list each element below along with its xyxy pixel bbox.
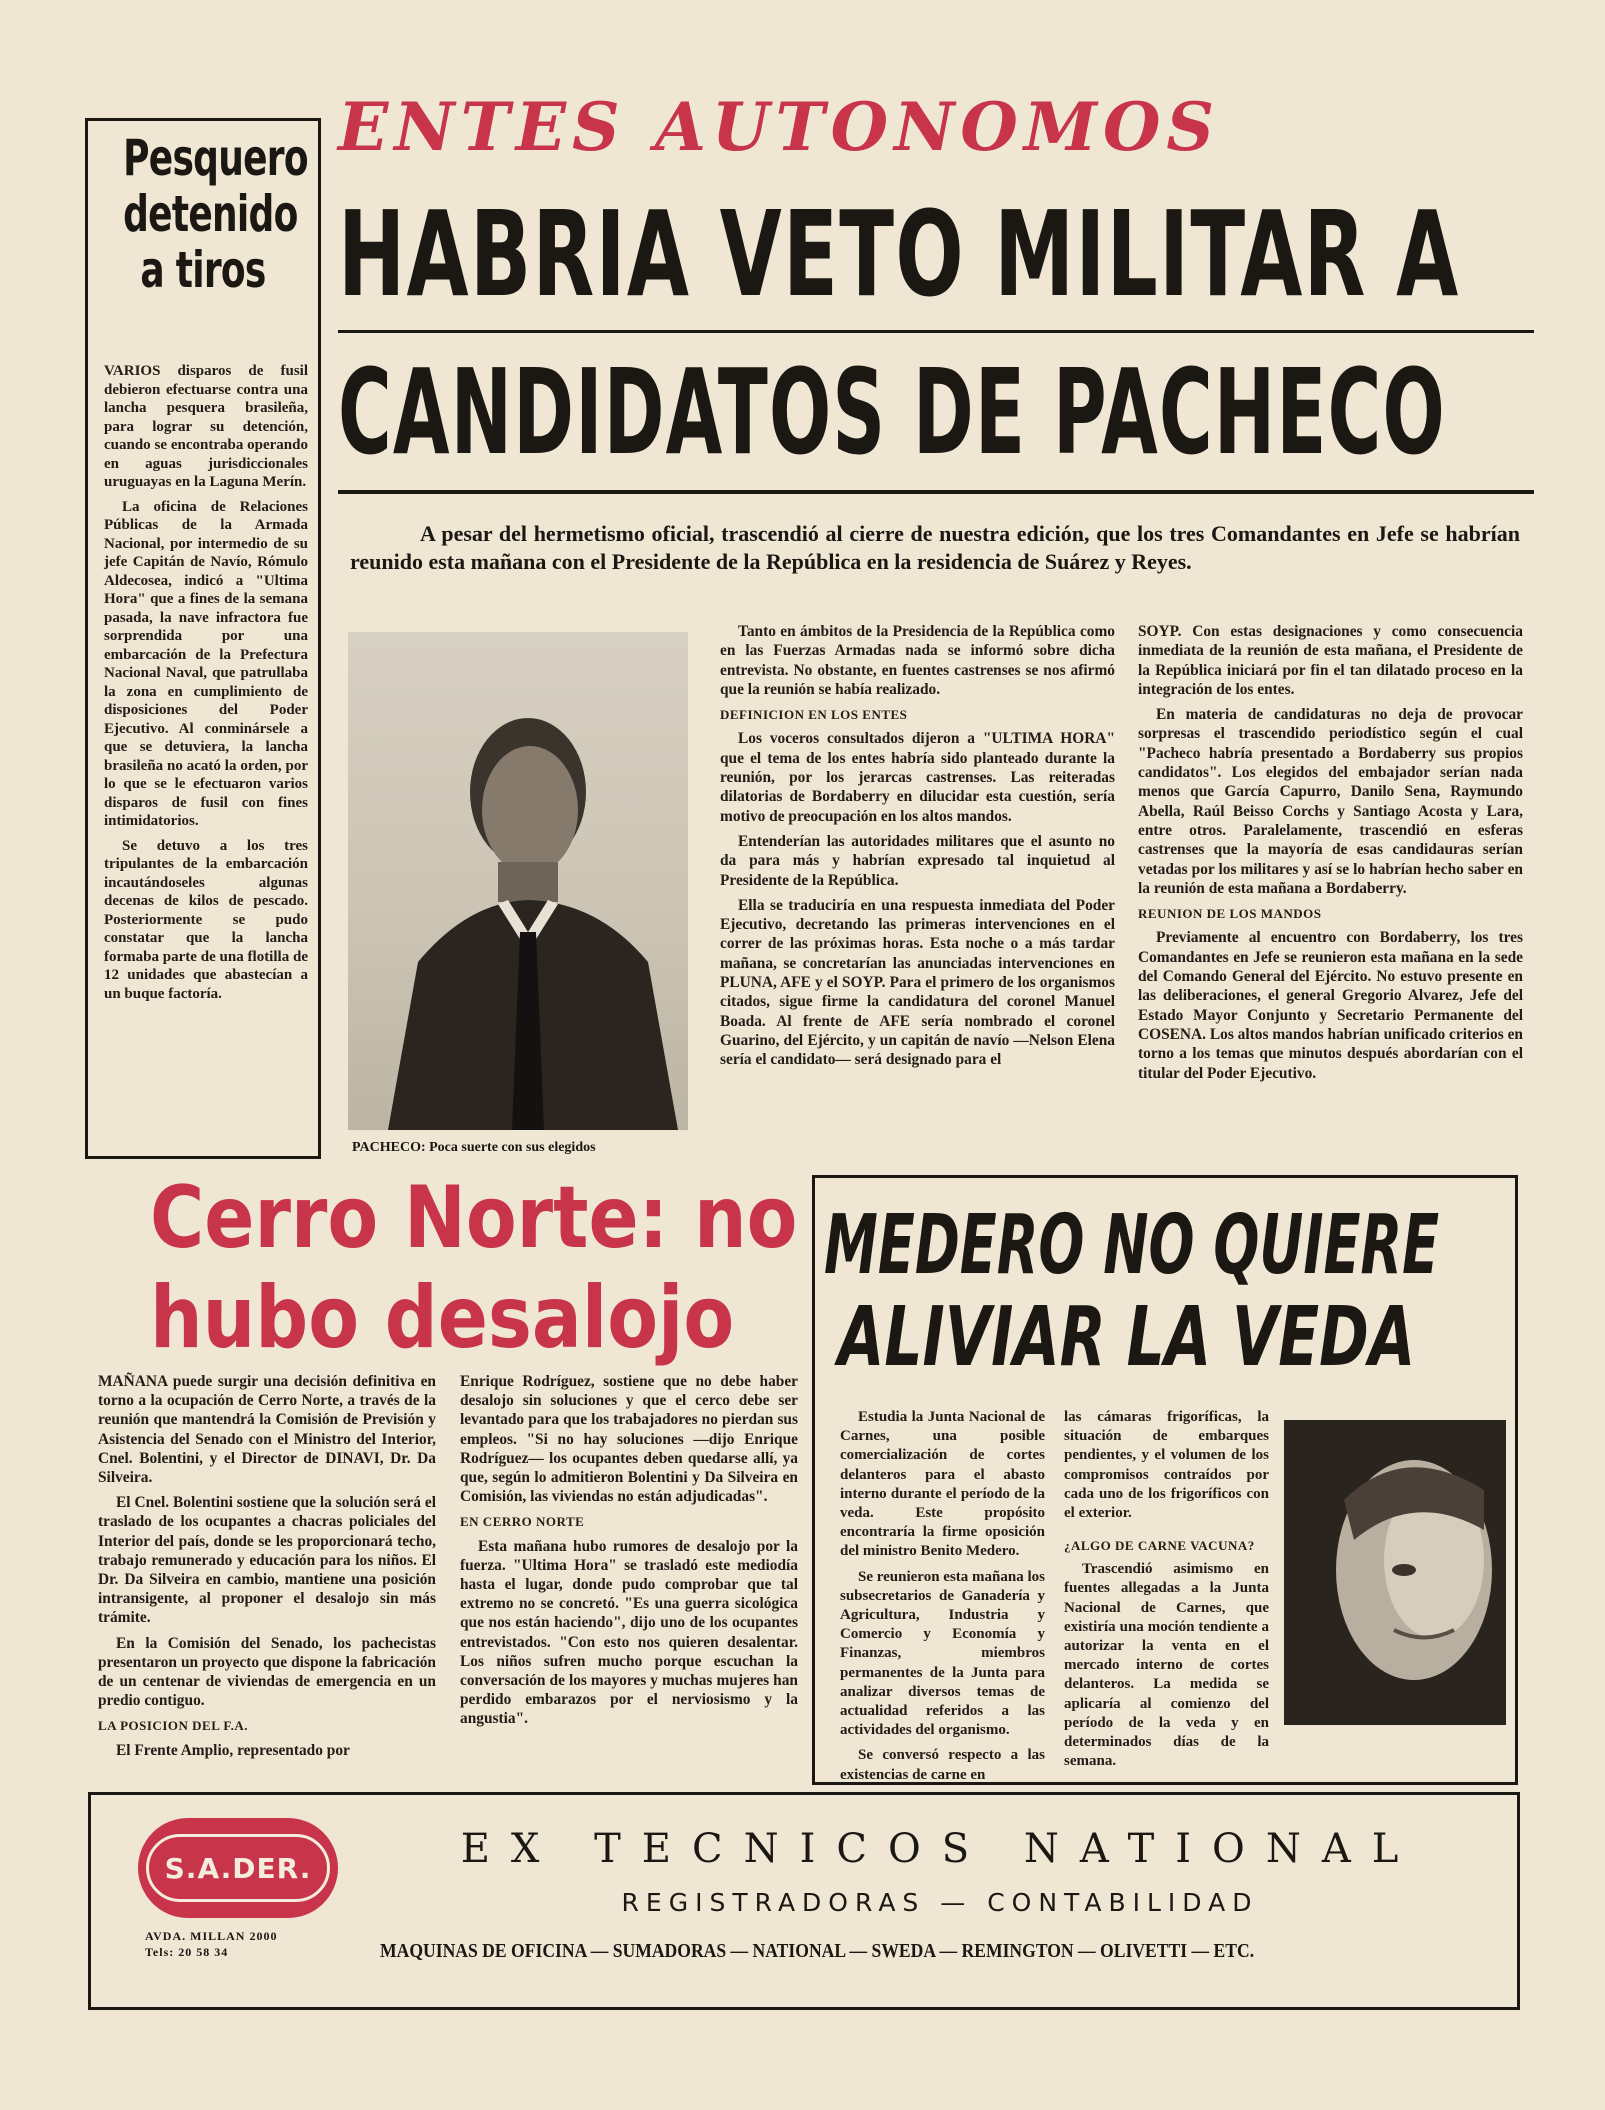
ad-title: EX TECNICOS NATIONAL: [460, 1826, 1420, 1872]
medero-story-column-1: [840, 1408, 1045, 1791]
medero-story-column-2-top: [1064, 1408, 1269, 1529]
cerro-headline: [150, 1168, 798, 1368]
paragraph: Tanto en ámbitos de la Presidencia de la República como en las Fuerzas Armadas nada se informó sobre dicha entrevista. No obstante, en fuentes castrenses se nos afirmó que la reunión se había realizado.: [720, 623, 1115, 698]
main-story-column-2: [1138, 622, 1523, 1089]
ad-subtitle: REGISTRADORAS — CONTABILIDAD: [621, 1888, 1259, 1917]
paragraph: En materia de candidaturas no deja de provocar sorpresas el trascendido periodístico según el cual "Pacheco habría presentado a Bordaberry sus propios candidatos". Los elegidos del embajador serían nada menos que García Capurro, Danilo Sena, Raymundo Abella, Raúl Beisso Corchs y Santiago Acosta y Lara, entre otros. Paralelamente, trascendió en esferas castrenses que la mayoría de esas candidauras serían vetadas por los militares y así se lo habrían hecho saber en la reunión de esta mañana a Bordaberry.: [1138, 706, 1523, 897]
headline-text: HABRIA VETO MILITAR A: [338, 192, 1460, 322]
paragraph: Esta mañana hubo rumores de desalojo por la fuerza. "Ultima Hora" se trasladó este mediodía hasta el lugar, donde pudo comprobar que tal extremo no se concretó. "Es una guerra sicológica que nos están haciendo", dijo uno de los ocupantes entrevistados. "Con esto nos quieren desalentar. Los niños sufren mucho porque escuchan la conversación de los mayores y muchas mujeres han perdido embarazos por el nerviosismo y la angustia".: [460, 1537, 798, 1728]
headline-line: detenido: [123, 185, 298, 243]
paragraph: VARIOS disparos de fusil debieron efectuarse contra una lancha pesquera brasileña, para lograr su detención, cuando se encontraba operando en aguas jurisdiccionales uruguayas en la Laguna Merín.: [104, 363, 308, 490]
ad-logo[interactable]: [138, 1818, 338, 1918]
ad-phone-line: Tels: 20 58 34: [145, 1945, 229, 1959]
paragraph: Entenderían las autoridades militares que el asunto no da para más y habrían expresado tal inquietud al Presidente de la República.: [720, 832, 1115, 889]
paragraph: Se reunieron esta mañana los subsecretarios de Ganadería y Agricultura, Industria y Comercio y Economía y Finanzas, miembros permanentes de la Junta para analizar diversos temas de actualidad referidos a las actividades del organismo.: [840, 1568, 1045, 1739]
headline-rule: [338, 330, 1534, 333]
paragraph: En la Comisión del Senado, los pachecistas presentaron un proyecto que dispone la fabricación de un centenar de viviendas de emergencia en un predio contiguo.: [98, 1634, 436, 1710]
headline-text: CANDIDATOS DE PACHECO: [338, 350, 1446, 480]
medero-photo: [1284, 1420, 1506, 1725]
medero-story-column-2-bottom: [1064, 1532, 1269, 1777]
paragraph: MAÑANA puede surgir una decisión definitiva en torno a la ocupación de Cerro Norte, a través de la reunión que mantendrá la Comisión de Previsión y Asistencia del Senado con el Ministro del Interior, Cnel. Bolentini, y el Director de DINAVI, Dr. Da Silveira.: [98, 1373, 436, 1487]
left-story-body: [104, 362, 308, 1009]
headline-line: ALIVIAR LA VEDA: [838, 1290, 1416, 1385]
paragraph: Trascendió asimismo en fuentes allegadas a la Junta Nacional de Carnes, que existiría una moción tendiente a autorizar la venta en el mercado interno de cortes delanteros. La medida se aplicaría al comienzo del período de la veda y en determinados días de la semana.: [1064, 1561, 1269, 1770]
ad-products-text: MAQUINAS DE OFICINA — SUMADORAS — NATIONAL — SWEDA — REMINGTON — OLIVETTI — ETC.: [380, 1940, 1255, 1962]
cerro-story-column-1: [98, 1372, 436, 1766]
cerro-story-column-2: [460, 1372, 798, 1735]
portrait-illustration: [1284, 1420, 1506, 1725]
subheading: REUNION DE LOS MANDOS: [1138, 906, 1322, 922]
paragraph: La oficina de Relaciones Públicas de la Armada Nacional, por intermedio de su jefe Capitán de Navío, Rómulo Aldecosea, indicó a "Ultima Hora" que a fines de la semana pasada, la nave infractora fue sorprendida por una embarcación de la Prefectura Nacional Naval, que patrullaba la zona en cumplimiento de disposiciones del Poder Ejecutivo. Al conminársele a que se detuviera, la lancha brasileña no acató la orden, por lo que se le efectuaron varios disparos de fusil con fines intimidatorios.: [104, 498, 308, 829]
subheading: ¿ALGO DE CARNE VACUNA?: [1064, 1538, 1255, 1553]
paragraph: Se conversó respecto a las existencias de carne en: [840, 1747, 1045, 1783]
paragraph: El Frente Amplio, representado por: [116, 1741, 350, 1759]
headline-rule: [338, 490, 1534, 494]
ad-products: [380, 1940, 1500, 1980]
main-headline-line1: [338, 192, 1538, 322]
headline-line: a tiros: [140, 241, 266, 299]
paragraph: Los voceros consultados dijeron a "ULTIMA HORA" que el tema de los entes habría sido planteado durante la reunión, por los jerarcas castrenses. Las reiteradas dilatorias de Bordaberry en dilucidar esta cuestión, sería motivo de preocupación en los altos mandos.: [720, 730, 1115, 825]
headline-line: MEDERO NO QUIERE: [824, 1200, 1440, 1293]
headline-line: Pesquero: [123, 129, 308, 187]
paragraph: El Cnel. Bolentini sostiene que la solución será el traslado de los ocupantes a chacras policiales del Interior del país, donde se les proporcionará techo, trabajo remunerado y educación para los niños. El Dr. Da Silveira en cambio, mantiene una posición intransigente, al proponer el desalojo sin más trámite.: [98, 1494, 436, 1627]
main-lead: A pesar del hermetismo oficial, trascendió al cierre de nuestra edición, que los tres Comandantes en Jefe se habrían reunido esta mañana con el Presidente de la República en la residencia de Suárez y Reyes.: [350, 521, 1520, 574]
main-headline-line2: [338, 350, 1538, 480]
paragraph: Estudia la Junta Nacional de Carnes, una posible comercialización de cortes delanteros para el abasto interno durante el período de la veda. Este propósito encontraría la firme oposición del ministro Benito Medero.: [840, 1409, 1045, 1560]
medero-headline: [824, 1200, 1514, 1400]
paragraph: Previamente al encuentro con Bordaberry, los tres Comandantes en Jefe se reunieron esta mañana en la sede del Comando General del Ejército. No estuvo presente en las deliberaciones, el general Gregorio Alvarez, Jefe del Estado Mayor Conjunto y Secretario Permanente del COSENA. Los altos mandos habrían unificado criterios en torno a los temas que minutos después abordarían con el titular del Poder Ejecutivo.: [1138, 929, 1523, 1082]
paragraph: las cámaras frigoríficas, la situación de embarques pendientes, y el volumen de los compromisos contraídos por cada uno de los frigoríficos con el exterior.: [1064, 1409, 1269, 1522]
paragraph: SOYP. Con estas designaciones y como consecuencia inmediata de la reunión de esta mañana, el Presidente de la República iniciará por fin el tan dilatado proceso en la integración de los entes.: [1138, 623, 1523, 698]
subheading: DEFINICION EN LOS ENTES: [720, 707, 908, 723]
paragraph: Enrique Rodríguez, sostiene que no debe haber desalojo sin soluciones y que el cerco debe ser levantado para que los trabajadores no pierdan sus empleos. "Si no hay soluciones —dijo Enrique Rodríguez— los ocupantes deben quedarse allí, ya que, según lo admitieron Bolentini y Da Silveira en Comisión, las viviendas no están adjudicadas".: [460, 1373, 798, 1506]
portrait-illustration: [348, 632, 688, 1130]
main-kicker: ENTES AUTONOMOS: [338, 88, 1221, 166]
headline-line: hubo desalojo: [150, 1268, 735, 1368]
ad-address-line: AVDA. MILLAN 2000: [145, 1929, 278, 1943]
headline-line: Cerro Norte: no: [150, 1168, 798, 1268]
paragraph: Ella se traduciría en una respuesta inmediata del Poder Ejecutivo, decretando las primeras intervenciones en el correr de las próximas horas. Esta noche o a más tardar mañana, se concretarían las anunciadas intervenciones en PLUNA, AFE y el SOYP. Para el primero de los organismos citados, sigue firme la candidatura del coronel Manuel Boada. Al frente de AFE sería nombrado el coronel Guarino, del Ejército, y un capitán de navío —Nelson Elena sería el candidato— será designado para el: [720, 896, 1115, 1069]
ad-logo-inner: [146, 1834, 330, 1902]
subheading: LA POSICION DEL F.A.: [98, 1718, 249, 1734]
pacheco-photo: [348, 632, 688, 1130]
left-story-headline: [92, 130, 314, 298]
main-story-column-1: [720, 622, 1115, 1076]
subheading: EN CERRO NORTE: [460, 1514, 585, 1530]
photo-caption: PACHECO: Poca suerte con sus elegidos: [352, 1140, 596, 1155]
paragraph: Se detuvo a los tres tripulantes de la embarcación incautándoseles algunas decenas de kilos de pescado. Posteriormente se pudo constatar que la lancha formaba parte de una flotilla de 12 unidades que abastecían a un buque factoría.: [104, 837, 308, 1002]
ad-address: [145, 1928, 277, 1960]
ad-logo-text: S.A.DER.: [164, 1851, 312, 1885]
